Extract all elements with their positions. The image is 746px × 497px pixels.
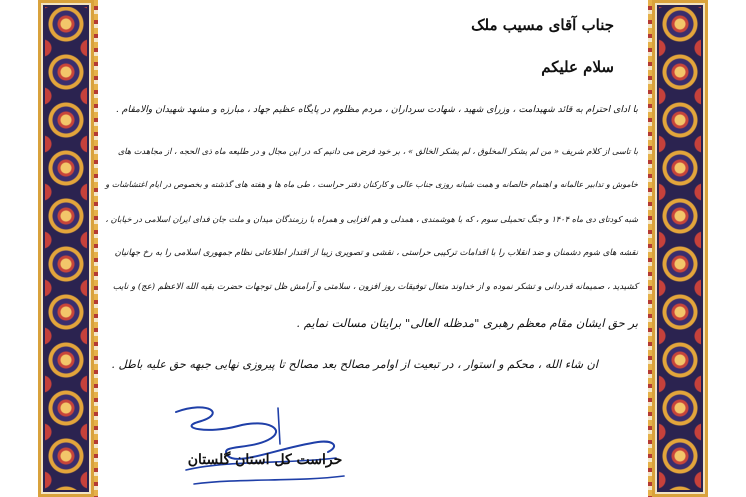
recipient-line: جناب آقای مسیب ملک	[471, 16, 614, 34]
body-line-5: کشیدید ، صمیمانه قدردانی و تشکر نموده و از خداوند متعال توفیقات روز افزون ، سلامتی و آرامش ظل توجهات حضرت بقیه الله الاعظم (عج) و نایب	[112, 282, 638, 292]
ornamental-border-right	[652, 0, 708, 497]
signature-block	[168, 400, 348, 492]
opening-line: با ادای احترام به قائد شهیدامت ، وزرای شهید ، شهادت سرداران ، مردم مظلوم در پایگاه عظیم جهاد ، مبارزه و مشهد شهیدان والامقام .	[115, 104, 638, 115]
body-line-4: نقشه های شوم دشمنان و ضد انقلاب را با اقدامات ترکیبی حراستی ، نقشی و تصویری زیبا از اقتدار اطلاعاتی نظام جمهوری اسلامی را به رخ جهانیان	[114, 248, 638, 258]
signature-scribble	[168, 400, 348, 492]
body-line-2: خاموش و تدابیر عالمانه و اهتمام خالصانه و همت شبانه روزی جناب عالی و کارکنان دفتر حراست ، طی ماه ها و هفته های گذشته و بخصوص در ایام اغتشاشات و	[105, 180, 638, 189]
signature-title: حراست کل استان گلستان	[187, 452, 343, 468]
greeting-line: سلام علیکم	[541, 58, 614, 76]
body-line-1: با تاسی از کلام شریف « من لم یشکر المخلوق ، لم یشکر الخالق » ، بر خود فرض می دانیم که در این مجال و در طلیعه ماه ذی الحجه ، از مجاهدت های	[117, 146, 638, 156]
closing-line: ان شاء الله ، محکم و استوار ، در تبعیت از اوامر مصالح بعد مصالح تا پیروزی نهایی جبهه حق علیه باطل .	[111, 358, 598, 371]
ornamental-border-left	[38, 0, 94, 497]
body-line-6: بر حق ایشان مقام معظم رهبری "مدظله العالی" برایتان مسالت نمایم .	[296, 316, 638, 330]
body-line-3: شبه کودتای دی ماه ۱۴۰۴ و جنگ تحمیلی سوم ، که با هوشمندی ، همدلی و هم افزایی و همراه با رزمندگان میدان و ملت جان فدای ایران اسلامی در خیابان ،	[105, 214, 638, 224]
